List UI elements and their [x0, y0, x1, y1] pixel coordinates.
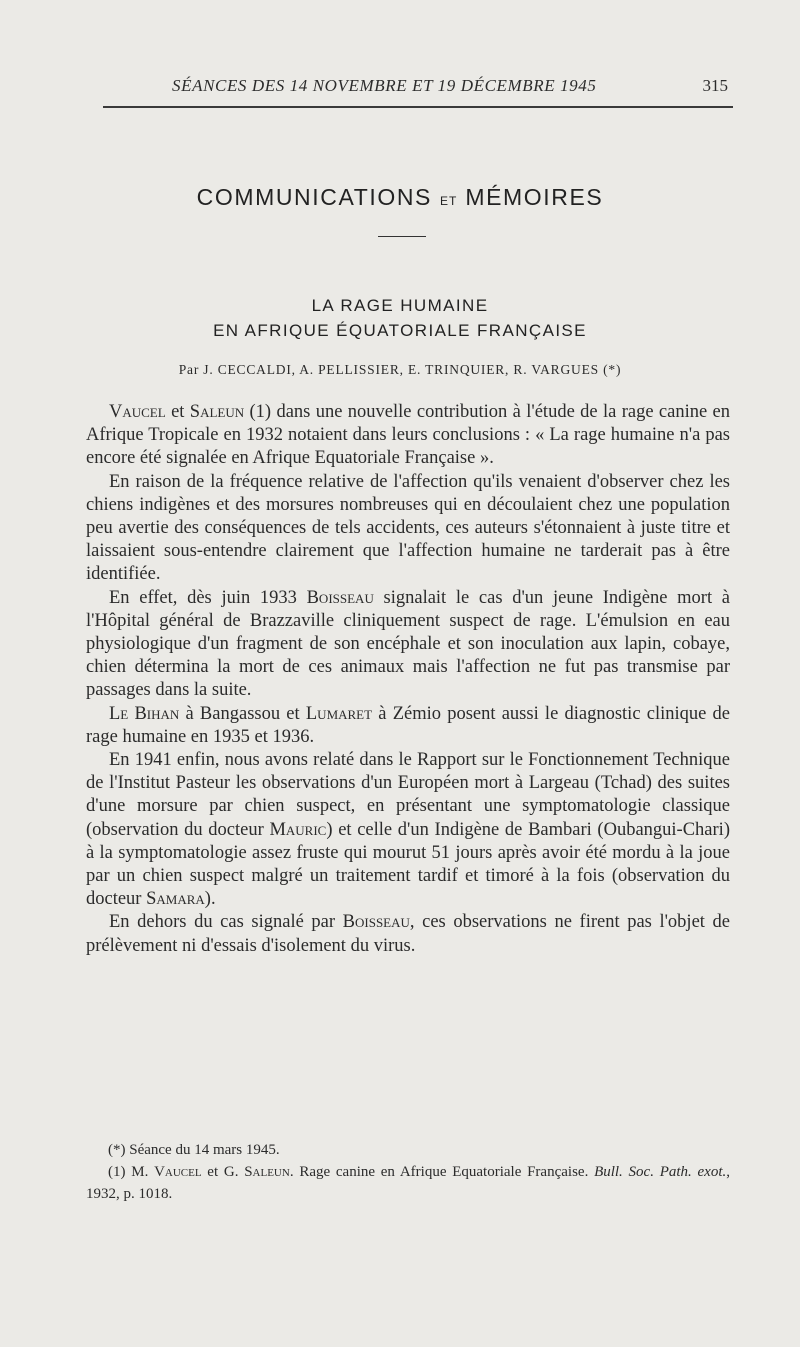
footnote-text: , 1932, p. 1018. [86, 1164, 731, 1202]
footnote-text: et G. [201, 1164, 245, 1180]
paragraph-text: ) et celle d'un Indigène de Bambari (Oubangui-Chari) à la symptomatologie assez fruste qui mourut 51 jours après avoir été mordu à la joue par un chien suspect malgré un traitement tardif et timoré à la fois (observation du docteur [86, 819, 730, 910]
author-name: Vaucel [109, 402, 166, 422]
author-name: Vaucel [154, 1164, 202, 1180]
paragraph-text: à Bangassou et [179, 703, 306, 724]
article-authors: Par J. CECCALDI, A. PELLISSIER, E. TRINQUIER, R. VARGUES (*) [178, 362, 622, 377]
article-title-line2: EN AFRIQUE ÉQUATORIALE FRANÇAISE [213, 321, 587, 340]
paragraph-text: signalait le cas d'un jeune Indigène mort à l'Hôpital général de Brazzaville cliniquement suspect de rage. L'émulsion en eau physiologique d'un fragment de son encéphale et son inoculation aux lapin, cobaye, chien détermina la mort de ces animaux mais l'affection ne fut pas transmise par passages dans la suite. [86, 587, 730, 701]
paragraph-4 [86, 703, 730, 749]
article-body [86, 401, 730, 958]
author-name: Samara [146, 889, 205, 910]
journal-title: Bull. Soc. Path. exot. [594, 1164, 727, 1180]
author-name: Le Bihan [109, 703, 180, 724]
footnote-text: . Rage canine en Afrique Equatoriale Française. [289, 1164, 595, 1180]
paragraph-text: à Zémio posent aussi le diagnostic clinique de rage humaine en 1935 et 1936. [86, 703, 731, 747]
author-name: Boisseau [306, 587, 374, 608]
running-header [110, 76, 730, 102]
page-number: 315 [702, 76, 728, 95]
article-title [0, 293, 800, 343]
footnote-2 [86, 1161, 730, 1205]
section-divider [378, 236, 426, 237]
paragraph-1 [86, 401, 730, 471]
paragraph-text: (1) dans une nouvelle contribution à l'étude de la rage canine en Afrique Tropicale en 1932 notaient dans leurs conclusions : « La rage humaine n'a pas encore été signalée en Afrique Equatoriale Française ». [86, 402, 730, 469]
paragraph-text: En raison de la fréquence relative de l'affection qu'ils venaient d'observer chez les chiens indigènes et des morsures nombreuses qui en découlaient chez une population peu avertie des conséquences de tels accidents, ces auteurs s'étonnaient à juste titre et laissaient sous-entendre clairement que l'affection humaine ne tarderait pas à être identifiée. [86, 471, 730, 585]
section-title [0, 184, 800, 211]
footnote-1: (*) Séance du 14 mars 1945. [108, 1142, 280, 1158]
header-rule [103, 106, 733, 108]
author-name: Boisseau [342, 912, 410, 933]
paragraph-text: , ces observations ne firent pas l'objet de prélèvement ni d'essais d'isolement du virus. [86, 912, 730, 956]
paragraph-text: ). [204, 889, 216, 910]
paragraph-text: En 1941 enfin, nous avons relaté dans le Rapport sur le Fonctionnement Technique de l'Institut Pasteur les observations d'un Européen mort à Largeau (Tchad) des suites d'une morsure par chien suspect, en présentant une symptomatologie classique (observation du docteur [86, 750, 730, 840]
section-title-part2: MÉMOIRES [465, 184, 604, 210]
paragraph-3 [86, 587, 730, 703]
author-name: Lumaret [305, 703, 373, 724]
paragraph-6 [86, 911, 730, 957]
paragraph-text: En effet, dès juin 1933 [109, 587, 307, 608]
paragraph-2 [86, 471, 730, 587]
paragraph-5 [86, 749, 730, 911]
paragraph-text: En dehors du cas signalé par [109, 912, 343, 933]
footnote-text: (1) M. [108, 1164, 155, 1180]
author-name: Mauric [269, 819, 327, 840]
paragraph-text: et [165, 402, 190, 422]
author-name: Saleun [189, 402, 245, 422]
article-title-line1: LA RAGE HUMAINE [311, 296, 489, 315]
section-title-et: ET [439, 194, 458, 208]
footnotes [86, 1139, 730, 1205]
running-title: SÉANCES DES 14 NOVEMBRE ET 19 DÉCEMBRE 1945 [172, 76, 597, 95]
author-name: Saleun [244, 1164, 290, 1180]
section-title-part1: COMMUNICATIONS [196, 184, 432, 210]
